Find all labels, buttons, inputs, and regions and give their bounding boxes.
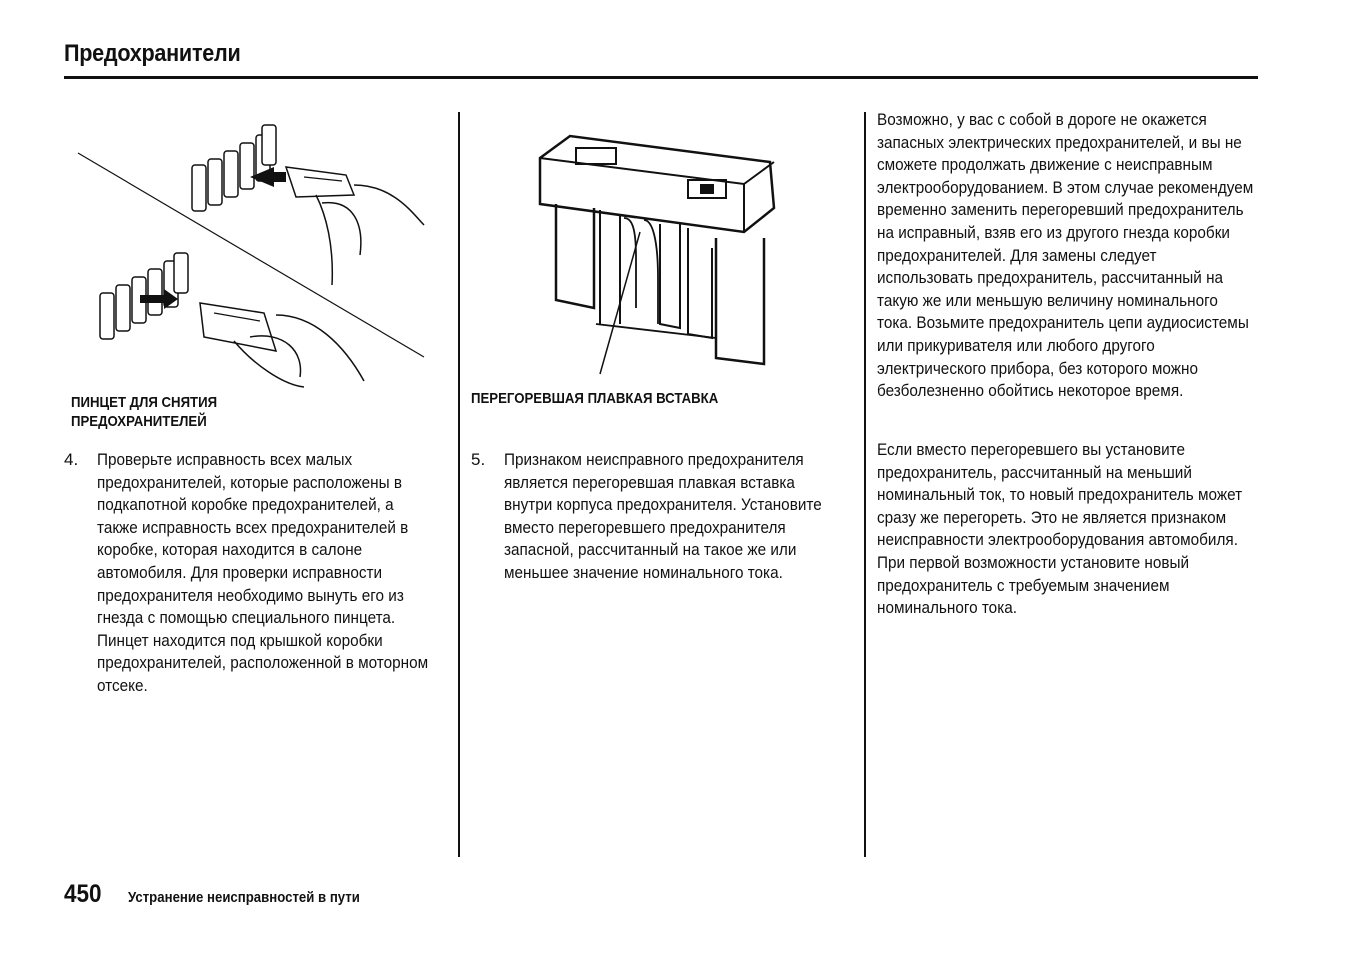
footer-section-title: Устранение неисправностей в пути xyxy=(128,889,360,906)
blown-fuse-caption: ПЕРЕГОРЕВШАЯ ПЛАВКАЯ ВСТАВКА xyxy=(471,390,719,407)
right-paragraph-2: Если вместо перегоревшего вы установите предохранитель, рассчитанный на меньший номинальный ток, то новый предохранитель может сразу же перегореть. Это не является признаком неисправности электрооборудования автомобиля. При первой возможности установите новый предохранитель с требуемым значением номинального тока. xyxy=(877,440,1243,618)
step-number: 4. xyxy=(64,450,79,469)
blown-fuse-illustration xyxy=(520,128,790,388)
fuse-puller-caption-text: ПИНЦЕТ ДЛЯ СНЯТИЯ ПРЕДОХРАНИТЕЛЕЙ xyxy=(71,394,218,430)
fuse-puller-illustration xyxy=(64,115,444,395)
step-text: Проверьте исправность всех малых предохранителей, которые расположены в подкапотной коробке предохранителей, а также исправность всех предохранителей в коробке, которая находится в салоне автомобиля. Для проверки исправности предохранителя необходимо вынуть его из гнезда с помощью специального пинцета. Пинцет находится под крышкой коробки предохранителей, расположенной в моторном отсеке. xyxy=(97,450,429,695)
column-divider-left xyxy=(458,112,460,857)
page-title: Предохранители xyxy=(64,40,241,67)
fuse-puller-caption xyxy=(71,393,217,431)
column-divider-right xyxy=(864,112,866,857)
step-text: Признаком неисправного предохранителя является перегоревшая плавкая вставка внутри корпуса предохранителя. Установите вместо перегоревшего предохранителя запасной, рассчитанный на такое же или меньшее значение номинального тока. xyxy=(504,450,822,582)
step-number: 5. xyxy=(471,450,486,469)
right-paragraph-1: Возможно, у вас с собой в дороге не окажется запасных электрических предохранителей, и вы не сможете продолжать движение с неисправным электрооборудованием. В этом случае рекомендуем временно заменить перегоревший предохранитель на исправный, взяв его из другого гнезда коробки предохранителей. Для замены следует использовать предохранитель, рассчитанный на такую же или меньшую величину номинального тока. Возьмите предохранитель цепи аудиосистемы или прикуривателя или любого другого электрического прибора, без которого можно безболезненно обойтись некоторое время. xyxy=(877,110,1254,401)
title-rule xyxy=(64,76,1258,79)
page-number: 450 xyxy=(64,880,102,908)
